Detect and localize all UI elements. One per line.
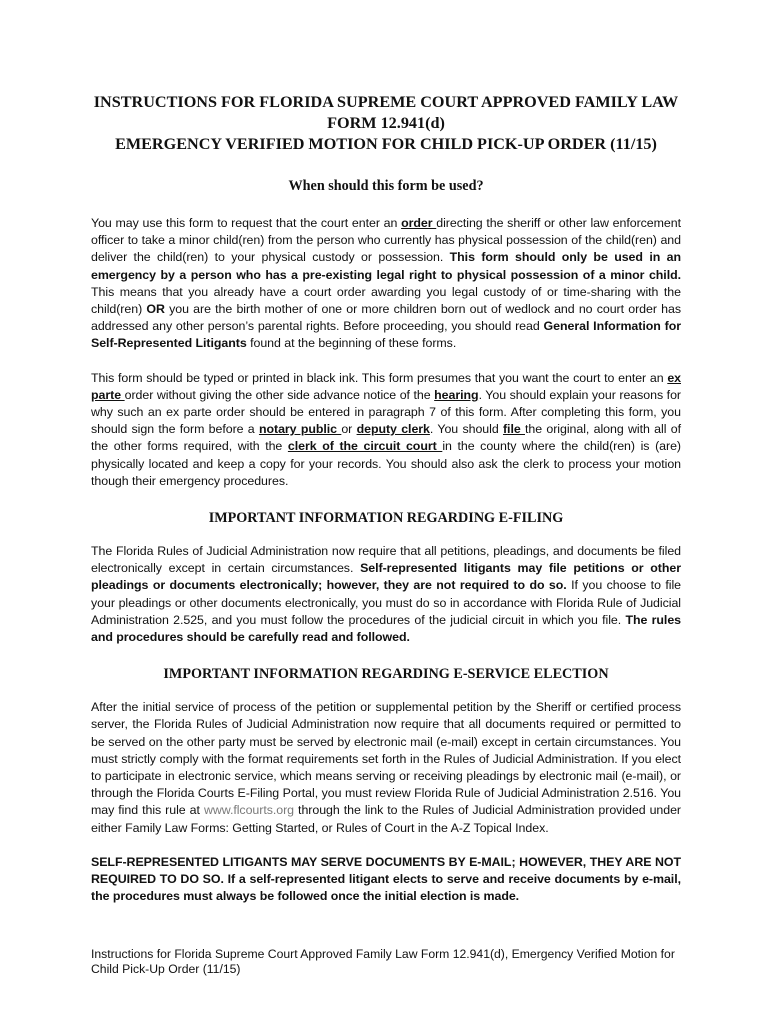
paragraph-eservice [91, 699, 681, 837]
bold-self-represented-efile: Self-represented litigants may file petitions or other pleadings or documents electronically; however, they are not required to do so. [91, 561, 682, 593]
paragraph-purpose [91, 215, 681, 353]
term-deputy-clerk: deputy clerk [356, 422, 430, 437]
paragraph-self-represented-email [91, 854, 681, 906]
flcourts-link[interactable]: www.flcourts.org [203, 803, 295, 818]
text-span: If you choose to file your pleadings or other documents electronically, you must do so in accordance with Florida Rule of Judicial Administration 2.525, and you must follow the procedures of the judicial circuit in which you file. [91, 578, 681, 627]
text-span: in the county where the child(ren) is (are) physically located and keep a copy for your records. You should also ask the clerk to process your motion though their emergency procedures. [91, 439, 681, 488]
text-span: or [341, 422, 357, 437]
bold-or: OR [146, 302, 165, 317]
document-title [91, 92, 681, 155]
text-span: the original, along with all of the other forms required, with the [91, 422, 681, 454]
when-heading: When should this form be used? [288, 178, 484, 194]
text-span: order without giving the other side advance notice of the [124, 387, 435, 402]
text-span: You may use this form to request that the court enter an [91, 216, 402, 230]
text-span: . You should explain your reasons for why such an ex parte order should be entered in paragraph 7 of this form. After completing this form, you should sign the form before a [91, 387, 681, 437]
page-footer: Instructions for Florida Supreme Court Approved Family Law Form 12.941(d), Emergency Verified Motion for Child Pick-Up Order (11/15) [91, 947, 675, 976]
paragraph-efiling [91, 543, 681, 646]
efiling-heading: IMPORTANT INFORMATION REGARDING E-FILING [208, 510, 564, 527]
text-span: found at the beginning of these forms. [246, 336, 457, 351]
title-line-2: FORM 12.941(d) [327, 114, 445, 132]
title-line-3: EMERGENCY VERIFIED MOTION FOR CHILD PICK-UP ORDER (11/15) [115, 135, 657, 153]
text-span: This form should be typed or printed in black ink. This form presumes that you want the court to enter an [91, 370, 668, 385]
term-notary-public: notary public [258, 422, 342, 437]
text-span: you are the birth mother of one or more children born out of wedlock and no court order has addressed any other person’s parental rights. Before proceeding, you should read [91, 302, 681, 334]
bold-general-information: General Information for Self-Represented Litigants [91, 319, 681, 351]
title-line-1: INSTRUCTIONS FOR FLORIDA SUPREME COURT APPROVED FAMILY LAW [93, 93, 679, 111]
term-file: file [502, 422, 525, 437]
text-span: The Florida Rules of Judicial Administration now require that all petitions, pleadings, and documents be filed electronically except in certain circumstances. [91, 544, 681, 576]
text-span: This means that you already have a court order awarding you legal custody of or time-sharing with the child(ren) [91, 284, 681, 317]
document-page [91, 92, 681, 906]
term-hearing: hearing [434, 387, 479, 402]
eservice-heading: IMPORTANT INFORMATION REGARDING E-SERVICE ELECTION [163, 666, 609, 683]
text-span: . You should [429, 422, 503, 437]
bold-self-represented-email: SELF-REPRESENTED LITIGANTS MAY SERVE DOCUMENTS BY E-MAIL; HOWEVER, THEY ARE NOT REQUIRED TO DO SO. If a self-represented litigant elects to serve and receive documents by e-mail, the procedures must always be followed once the initial election is made. [91, 854, 681, 904]
text-span: through the link to the Rules of Judicial Administration provided under either Family Law Forms: Getting Started, or Rules of Court in the A-Z Topical Index. [91, 803, 682, 835]
bold-rules-procedures: The rules and procedures should be carefully read and followed. [91, 612, 682, 645]
text-span: After the initial service of process of the petition or supplemental petition by the Sheriff or certified process server, the Florida Rules of Judicial Administration now require that all documents required or permitted to be served on the other party must be served by electronic mail (e-mail) except in certain circumstances. You must strictly comply with the format requirements set forth in the Rules of Judicial Administration. If you elect to participate in electronic service, which means serving or receiving pleadings by electronic mail (e-mail), or through the Florida Courts E-Filing Portal, you must review Florida Rule of Judicial Administration 2.516. You may find this rule at [91, 700, 681, 818]
term-order: order [401, 216, 437, 230]
text-span: directing the sheriff or other law enforcement officer to take a minor child(ren) from the person who currently has physical possession of the child(ren) and deliver the child(ren) to your physical custody or possession. [91, 216, 681, 265]
paragraph-filing [91, 370, 681, 490]
term-clerk-circuit-court: clerk of the circuit court [287, 439, 443, 454]
term-ex-parte: ex parte [91, 370, 681, 402]
bold-emergency-notice: This form should only be used in an emergency by a person who has a pre-existing legal right to physical possession of a minor child. [91, 250, 681, 282]
